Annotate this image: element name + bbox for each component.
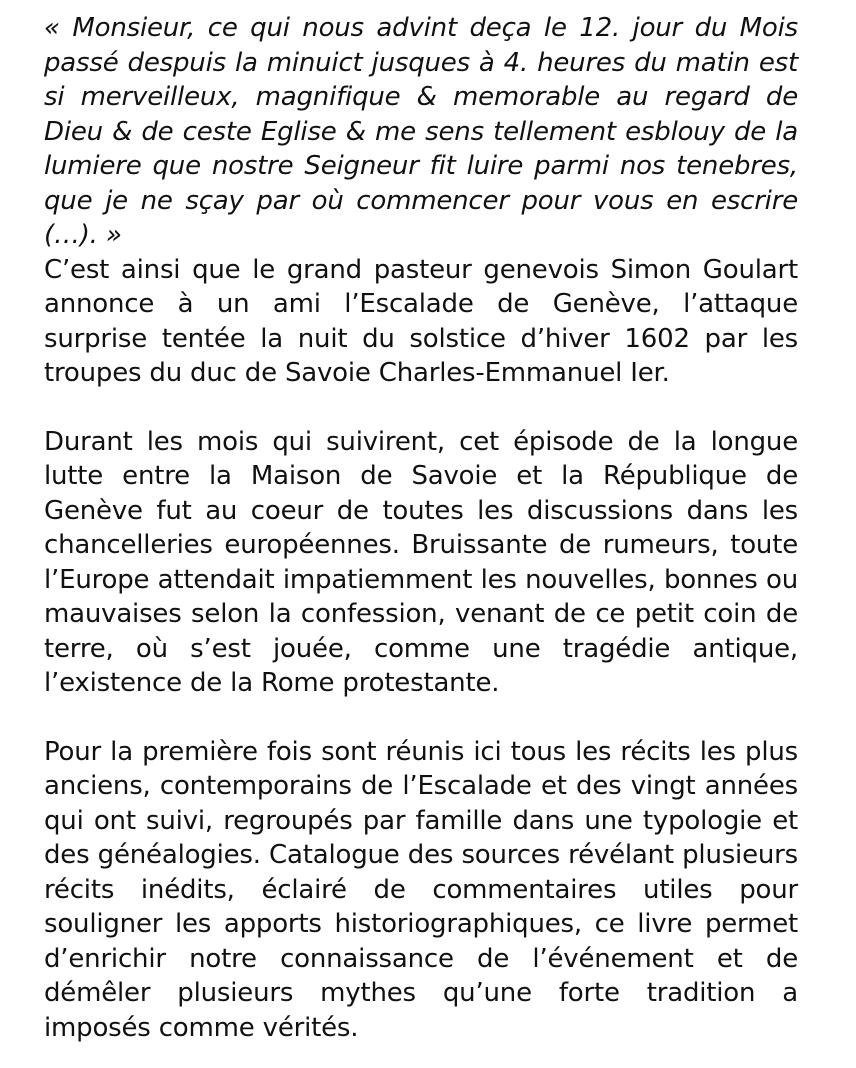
paragraph-intro: C’est ainsi que le grand pasteur genevois Simon Goulart annonce à un ami l’Escalade de Genève, l’attaque surprise tentée la nuit du solstice d’hiver 1602 par les troupes du duc de Savoie Charles-Emmanuel Ier. (44, 254, 798, 388)
goulart-quote: « Monsieur, ce qui nous advint deça le 12. jour du Mois passé despuis la minuict jusques à 4. heures du matin est si merveilleux, magnifique & memorable au regard de Dieu & de ceste Eglise & me sens tellement esblouy de la lumiere que nostre Seigneur fit luire parmi nos tenebres, que je ne sçay par où commencer pour vous en escrire (…). » (44, 13, 798, 250)
paragraph-book-summary: Pour la première fois sont réunis ici tous les récits les plus anciens, contemporains de l’Escalade et des vingt années qui ont suivi, regroupés par famille dans une typologie et des généalogies. Catalogue des sources révélant plusieurs récits inédits, éclairé de commentaires utiles pour souligner les apports historiographiques, ce livre permet d’enrichir notre connaissance de l’événement et de démêler plusieurs mythes qu’une forte tradition a imposés comme vérités. (44, 736, 798, 1043)
paragraph-context: Durant les mois qui suivirent, cet épisode de la longue lutte entre la Maison de Savoie et la République de Genève fut au coeur de toutes les discussions dans les chancelleries européennes. Bruissante de rumeurs, toute l’Europe attendait impatiemment les nouvelles, bonnes ou mauvaises selon la confession, venant de ce petit coin de terre, où s’est jouée, comme une tragédie antique, l’existence de la Rome protestante. (44, 426, 798, 698)
document-body (44, 11, 798, 1045)
